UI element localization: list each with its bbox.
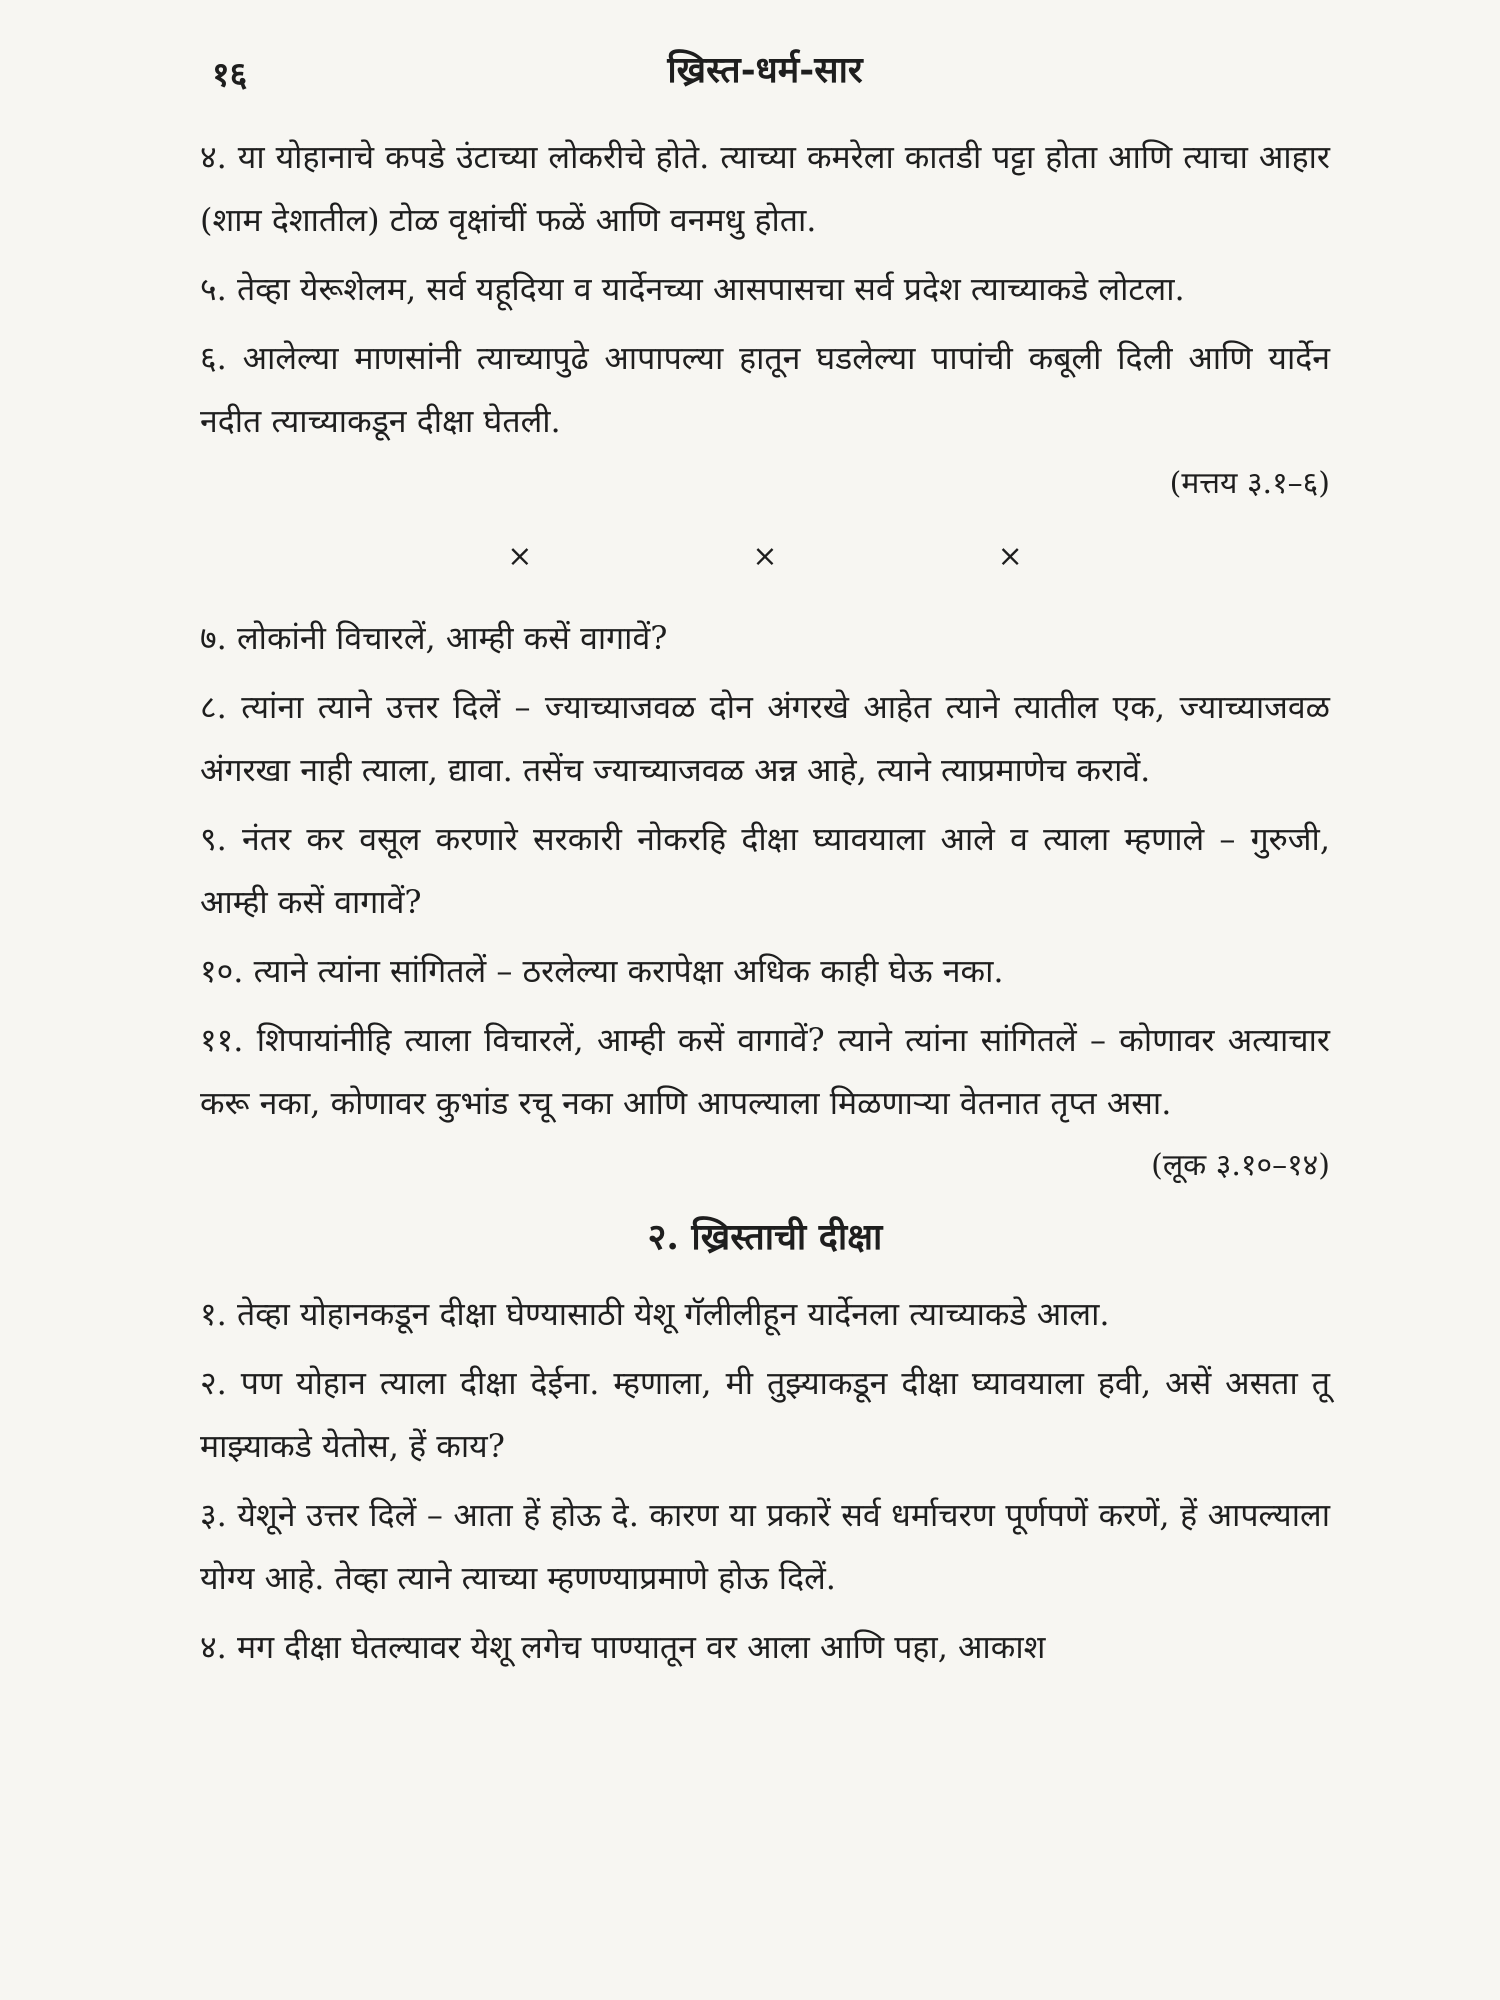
- section-baptism: [200, 1205, 1330, 1679]
- page-number: १६: [212, 55, 248, 95]
- scripture-reference: (मत्तय ३.१–६): [1169, 466, 1330, 501]
- scripture-reference: (लूक ३.१०–१४): [1151, 1148, 1330, 1183]
- passage-matthew: [200, 126, 1330, 509]
- section-separator: [200, 531, 1330, 581]
- verse: १०. त्याने त्यांना सांगितलें – ठरलेल्या करापेक्षा अधिक काही घेऊ नका.: [200, 952, 1004, 990]
- verse: ७. लोकांनी विचारलें, आम्ही कसें वागावें?: [200, 619, 668, 657]
- verse: ४. मग दीक्षा घेतल्यावर येशू लगेच पाण्यातून वर आला आणि पहा, आकाश: [200, 1628, 1046, 1666]
- page-header: [200, 42, 1330, 102]
- verse: ८. त्यांना त्याने उत्तर दिलें – ज्याच्याजवळ दोन अंगरखे आहेत त्याने त्यातील एक, ज्याच्याजवळ अंगरखा नाही त्याला, द्यावा. तसेंच ज्याच्याजवळ अन्न आहे, त्याने त्याप्रमाणेच करावें.: [200, 688, 1330, 789]
- passage-luke: [200, 607, 1330, 1191]
- verse: ३. येशूने उत्तर दिलें – आता हें होऊ दे. कारण या प्रकारें सर्व धर्माचरण पूर्णपणें करणें, हें आपल्याला योग्य आहे. तेव्हा त्याने त्याच्या म्हणण्याप्रमाणे होऊ दिलें.: [200, 1496, 1330, 1597]
- verse: ११. शिपायांनीहि त्याला विचारलें, आम्ही कसें वागावें? त्याने त्यांना सांगितलें – कोणावर अत्याचार करू नका, कोणावर कुभांड रचू नका आणि आपल्याला मिळणाऱ्या वेतनात तृप्त असा.: [200, 1021, 1330, 1122]
- separator-mark: ×: [507, 538, 533, 574]
- verse: ४. या योहानाचे कपडे उंटाच्या लोकरीचे होते. त्याच्या कमरेला कातडी पट्टा होता आणि त्याचा आहार (शाम देशातील) टोळ वृक्षांचीं फळें आणि वनमधु होता.: [200, 138, 1330, 239]
- verse: ९. नंतर कर वसूल करणारे सरकारी नोकरहि दीक्षा घ्यावयाला आले व त्याला म्हणाले – गुरुजी, आम्ही कसें वागावें?: [200, 820, 1330, 921]
- verse: ६. आलेल्या माणसांनी त्याच्यापुढे आपापल्या हातून घडलेल्या पापांची कबूली दिली आणि यार्देन नदीत त्याच्याकडून दीक्षा घेतली.: [200, 339, 1330, 440]
- verse: ५. तेव्हा येरूशेलम, सर्व यहूदिया व यार्देनच्या आसपासचा सर्व प्रदेश त्याच्याकडे लोटला.: [200, 270, 1185, 308]
- separator-mark: ×: [997, 538, 1023, 574]
- verse: २. पण योहान त्याला दीक्षा देईना. म्हणाला, मी तुझ्याकडून दीक्षा घ्यावयाला हवी, असें असता तू माझ्याकडे येतोस, हें काय?: [200, 1364, 1330, 1465]
- section-heading: २. ख्रिस्ताची दीक्षा: [647, 1216, 883, 1258]
- verse: १. तेव्हा योहानकडून दीक्षा घेण्यासाठी येशू गॅलीलीहून यार्देनला त्याच्याकडे आला.: [200, 1295, 1110, 1333]
- running-title: ख्रिस्त-धर्म-सार: [667, 49, 863, 91]
- separator-mark: ×: [752, 538, 778, 574]
- page-body: [200, 126, 1330, 1685]
